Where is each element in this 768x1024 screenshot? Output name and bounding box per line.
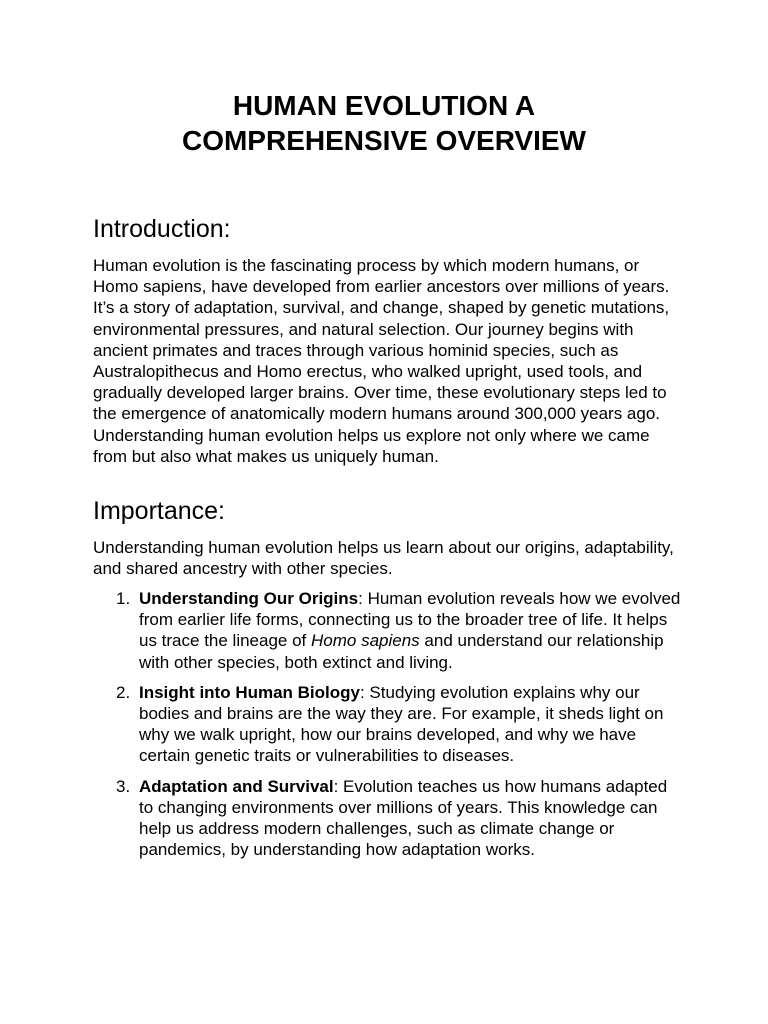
list-item — [93, 588, 683, 673]
list-item-text: : Human evolution reveals how we evolved from earlier life forms, connecting us to the broader tree of life. It helps us trace the lineage of — [139, 589, 681, 651]
introduction-paragraph: Human evolution is the fascinating process by which modern humans, or Homo sapiens, have developed from earlier ancestors over millions of years. It’s a story of adaptation, survival, and change, shaped by genetic mutations, environmental pressures, and natural selection. Our journey begins with ancient primates and traces through various hominid species, such as Australopithecus and Homo erectus, who walked upright, used tools, and gradually developed larger brains. Over time, these evolutionary steps led to the emergence of anatomically modern humans around 300,000 years ago. Understanding human evolution helps us explore not only where we came from but also what makes us uniquely human. — [93, 256, 670, 466]
list-item-italic-term: Homo sapiens — [311, 631, 420, 651]
list-item-number: 2. — [116, 682, 131, 702]
list-item-term: Understanding Our Origins — [139, 589, 359, 608]
importance-heading: Importance: — [93, 497, 226, 525]
importance-intro-paragraph: Understanding human evolution helps us learn about our origins, adaptability, and shared ancestry with other species. — [93, 538, 674, 579]
list-item-text: : Studying evolution explains why our bodies and brains are the way they are. For example, it sheds light on why we walk upright, how our brains developed, and why we have certain genetic traits or vulnerabilities to diseases. — [139, 682, 664, 766]
list-item — [93, 682, 683, 767]
title-line-2: COMPREHENSIVE OVERVIEW — [181, 125, 586, 156]
importance-list — [93, 588, 683, 869]
introduction-heading: Introduction: — [93, 215, 231, 243]
list-item-number: 3. — [116, 776, 131, 796]
list-item — [93, 776, 683, 861]
list-item-text-continued: and understand our relationship with other species, both extinct and living. — [139, 631, 664, 672]
title-line-1: HUMAN EVOLUTION A — [232, 90, 536, 121]
list-item-text: : Evolution teaches us how humans adapted to changing environments over millions of years. This knowledge can help us address modern challenges, such as climate change or pandemics, by understanding how adaptation works. — [139, 776, 668, 860]
list-item-number: 1. — [116, 589, 131, 608]
list-item-term: Adaptation and Survival — [139, 776, 334, 796]
list-item-term: Insight into Human Biology — [139, 682, 360, 702]
document-title — [0, 88, 768, 158]
